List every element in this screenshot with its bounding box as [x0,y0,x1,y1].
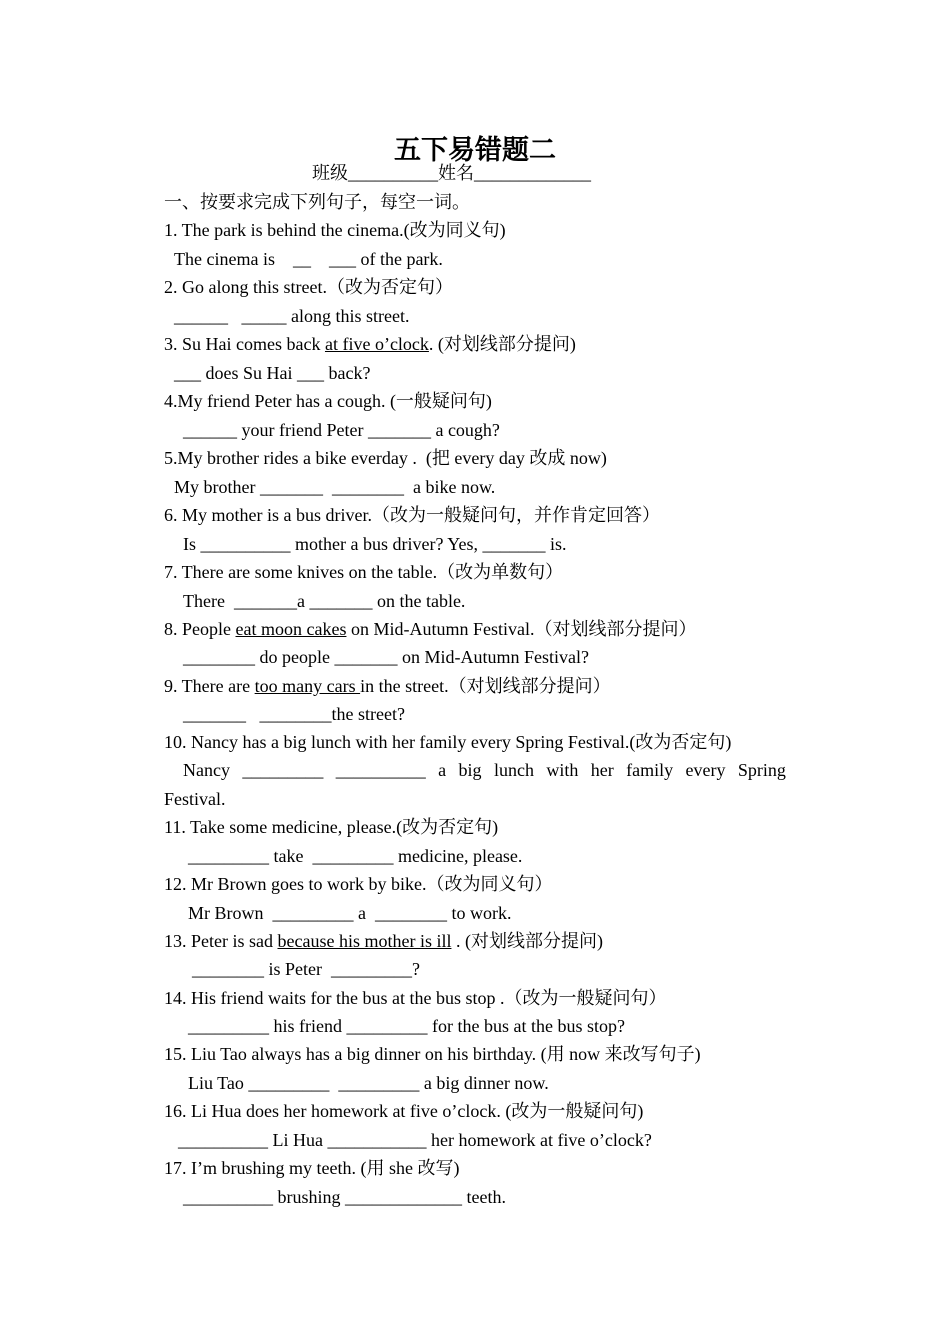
question-8-prompt [164,618,696,640]
question-1-prompt: 1. The park is behind the cinema.(改为同义句) [164,220,506,240]
question-3-answer: ___ does Su Hai ___ back? [174,363,371,383]
question-6-prompt: 6. My mother is a bus driver.（改为一般疑问句，并作肯定回答） [164,505,660,525]
answer-word: big [458,760,482,780]
question-10-prompt: 10. Nancy has a big lunch with her family every Spring Festival.(改为否定句) [164,732,732,752]
question-3-prompt-end: . (对划线部分提问) [428,334,576,354]
answer-word: with [546,760,579,780]
answer-word: her [590,760,614,780]
question-15-answer: Liu Tao _________ _________ a big dinner now. [188,1073,549,1093]
question-8-prompt-end: on Mid-Autumn Festival.（对划线部分提问） [346,619,697,639]
answer-blank: _________ [242,760,324,780]
question-9-prompt-end: in the street.（对划线部分提问） [360,676,611,696]
question-17-prompt: 17. I’m brushing my teeth. (用 she 改写) [164,1158,460,1178]
answer-word: Spring [737,760,786,780]
question-6-answer: Is __________ mother a bus driver? Yes, _______ is. [183,534,567,554]
question-13-prompt-end: . (对划线部分提问) [451,931,603,951]
section-heading: 一、按要求完成下列句子，每空一词。 [164,192,470,212]
question-9-prompt-start: 9. There are [164,676,255,696]
question-9-prompt [164,675,611,697]
question-11-prompt: 11. Take some medicine, please.(改为否定句) [164,817,499,837]
question-10-answer [183,759,786,781]
class-name-line: 班级__________姓名_____________ [312,163,591,183]
question-8-prompt-start: 8. People [164,619,236,639]
question-11-answer: _________ take _________ medicine, please. [188,846,523,866]
question-7-prompt: 7. There are some knives on the table.（改为单数句） [164,562,564,582]
question-16-answer: __________ Li Hua ___________ her homework at five o’clock? [178,1130,652,1150]
question-5-prompt: 5.My brother rides a bike everday . (把 every day 改成 now) [164,448,607,468]
answer-word: lunch [493,760,534,780]
question-3-prompt-start: 3. Su Hai comes back [164,334,325,354]
question-3-underlined-phrase: at five o’clock [324,334,429,354]
question-13-prompt-start: 13. Peter is sad [164,931,278,951]
answer-blank: __________ [335,760,426,780]
answer-word: every [685,760,726,780]
question-17-answer: __________ brushing _____________ teeth. [183,1187,506,1207]
question-2-answer: ______ _____ along this street. [174,306,410,326]
question-4-prompt: 4.My friend Peter has a cough. (一般疑问句) [164,391,492,411]
question-12-answer: Mr Brown _________ a ________ to work. [188,903,512,923]
question-7-answer: There _______a _______ on the table. [183,591,466,611]
question-14-answer: _________ his friend _________ for the bus at the bus stop? [188,1016,625,1036]
question-2-prompt: 2. Go along this street.（改为否定句） [164,277,453,297]
question-8-answer: ________ do people _______ on Mid-Autumn Festival? [183,647,589,667]
answer-word: a [438,760,447,780]
question-1-answer: The cinema is __ ___ of the park. [174,249,443,269]
question-9-underlined-phrase: too many cars [254,676,361,696]
question-3-prompt [164,333,576,355]
question-4-answer: ______ your friend Peter _______ a cough? [183,420,500,440]
answer-word: family [626,760,674,780]
question-13-prompt [164,930,603,952]
question-12-prompt: 12. Mr Brown goes to work by bike.（改为同义句） [164,874,553,894]
question-14-prompt: 14. His friend waits for the bus at the bus stop .（改为一般疑问句） [164,988,667,1008]
worksheet-title: 五下易错题二 [394,135,556,166]
question-16-prompt: 16. Li Hua does her homework at five o’clock. (改为一般疑问句) [164,1101,644,1121]
answer-word: Nancy [183,760,230,780]
question-5-answer: My brother _______ ________ a bike now. [174,477,496,497]
question-9-answer: _______ ________the street? [183,704,405,724]
question-10-answer-continued: Festival. [164,789,226,809]
question-15-prompt: 15. Liu Tao always has a big dinner on his birthday. (用 now 来改写句子) [164,1044,701,1064]
question-13-underlined-phrase: because his mother is ill [277,931,452,951]
question-8-underlined-phrase: eat moon cakes [235,619,347,639]
question-13-answer: ________ is Peter _________? [192,959,420,979]
